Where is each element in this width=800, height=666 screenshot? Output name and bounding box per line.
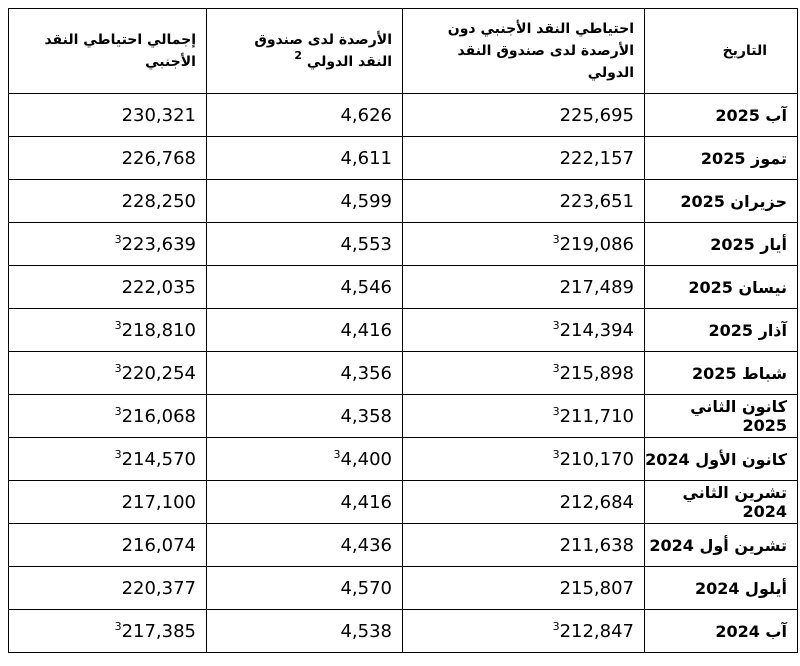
cell-total bbox=[9, 309, 207, 352]
header-total: إجمالي احتياطي النقد الأجنبي bbox=[9, 9, 207, 94]
cell-total-value: 223,639 bbox=[121, 233, 196, 255]
cell-imf bbox=[207, 438, 403, 481]
cell-total bbox=[9, 567, 207, 610]
header-imf-balances-label: الأرصدة لدى صندوق النقد الدولي bbox=[254, 32, 392, 70]
header-footnote-marker: 2 bbox=[294, 49, 303, 62]
cell-reserves-value: 222,157 bbox=[559, 147, 634, 169]
cell-reserves bbox=[403, 438, 645, 481]
cell-date: حزيران 2025 bbox=[645, 180, 798, 223]
cell-date: تموز 2025 bbox=[645, 137, 798, 180]
cell-imf bbox=[207, 524, 403, 567]
cell-reserves-value: 211,638 bbox=[559, 534, 634, 556]
cell-imf-value: 4,356 bbox=[340, 362, 392, 384]
cell-total bbox=[9, 481, 207, 524]
cell-imf-value: 4,436 bbox=[340, 534, 392, 556]
table-row bbox=[9, 94, 798, 137]
cell-reserves-value: 212,847 bbox=[559, 620, 634, 642]
cell-imf-value: 4,611 bbox=[340, 147, 392, 169]
cell-imf bbox=[207, 610, 403, 653]
cell-imf bbox=[207, 309, 403, 352]
cell-reserves bbox=[403, 309, 645, 352]
cell-total-value: 217,100 bbox=[121, 491, 196, 513]
cell-reserves bbox=[403, 266, 645, 309]
cell-imf-value: 4,416 bbox=[340, 491, 392, 513]
cell-reserves-value: 210,170 bbox=[559, 448, 634, 470]
table-row bbox=[9, 438, 798, 481]
cell-reserves-value: 217,489 bbox=[559, 276, 634, 298]
cell-reserves bbox=[403, 481, 645, 524]
cell-total bbox=[9, 266, 207, 309]
header-date: التاريخ bbox=[645, 9, 798, 94]
cell-reserves-value: 225,695 bbox=[559, 104, 634, 126]
header-reserves-excl-imf: احتياطي النقد الأجنبي دون الأرصدة لدى صندوق النقد الدولي bbox=[403, 9, 645, 94]
footnote-marker: 3 bbox=[552, 619, 560, 633]
cell-reserves bbox=[403, 180, 645, 223]
cell-date: تشرين أول 2024 bbox=[645, 524, 798, 567]
cell-imf-value: 4,546 bbox=[340, 276, 392, 298]
cell-reserves bbox=[403, 610, 645, 653]
footnote-marker: 3 bbox=[114, 619, 122, 633]
footnote-marker: 3 bbox=[552, 361, 560, 375]
cell-imf-value: 4,416 bbox=[340, 319, 392, 341]
cell-total-value: 228,250 bbox=[121, 190, 196, 212]
cell-total bbox=[9, 94, 207, 137]
cell-total-value: 220,377 bbox=[121, 577, 196, 599]
cell-reserves bbox=[403, 223, 645, 266]
cell-total bbox=[9, 395, 207, 438]
table-row bbox=[9, 309, 798, 352]
cell-total bbox=[9, 610, 207, 653]
footnote-marker: 3 bbox=[552, 447, 560, 461]
cell-date: كانون الثاني 2025 bbox=[645, 395, 798, 438]
table-row bbox=[9, 266, 798, 309]
footnote-marker: 3 bbox=[114, 318, 122, 332]
table-row bbox=[9, 180, 798, 223]
cell-total-value: 216,074 bbox=[121, 534, 196, 556]
footnote-marker: 3 bbox=[114, 232, 122, 246]
footnote-marker: 3 bbox=[552, 232, 560, 246]
reserves-table bbox=[8, 8, 798, 653]
cell-total-value: 218,810 bbox=[121, 319, 196, 341]
cell-imf-value: 4,553 bbox=[340, 233, 392, 255]
cell-date: آذار 2025 bbox=[645, 309, 798, 352]
cell-total bbox=[9, 223, 207, 266]
footnote-marker: 3 bbox=[552, 318, 560, 332]
footnote-marker: 3 bbox=[333, 447, 341, 461]
cell-reserves bbox=[403, 395, 645, 438]
cell-reserves bbox=[403, 524, 645, 567]
header-imf-balances bbox=[207, 9, 403, 94]
cell-reserves-value: 211,710 bbox=[559, 405, 634, 427]
cell-imf-value: 4,358 bbox=[340, 405, 392, 427]
cell-total bbox=[9, 438, 207, 481]
cell-reserves-value: 215,898 bbox=[559, 362, 634, 384]
cell-imf bbox=[207, 180, 403, 223]
table-row bbox=[9, 524, 798, 567]
cell-reserves-value: 214,394 bbox=[559, 319, 634, 341]
footnote-marker: 3 bbox=[114, 404, 122, 418]
cell-reserves bbox=[403, 567, 645, 610]
cell-imf bbox=[207, 94, 403, 137]
cell-total-value: 220,254 bbox=[121, 362, 196, 384]
cell-total-value: 230,321 bbox=[121, 104, 196, 126]
cell-date: نيسان 2025 bbox=[645, 266, 798, 309]
cell-reserves-value: 212,684 bbox=[559, 491, 634, 513]
cell-date: شباط 2025 bbox=[645, 352, 798, 395]
cell-imf bbox=[207, 223, 403, 266]
cell-total-value: 226,768 bbox=[121, 147, 196, 169]
table-body bbox=[9, 94, 798, 653]
cell-total bbox=[9, 524, 207, 567]
cell-imf bbox=[207, 137, 403, 180]
table-row bbox=[9, 481, 798, 524]
cell-total-value: 217,385 bbox=[121, 620, 196, 642]
cell-imf bbox=[207, 481, 403, 524]
cell-total-value: 222,035 bbox=[121, 276, 196, 298]
table-row bbox=[9, 223, 798, 266]
cell-date: أيار 2025 bbox=[645, 223, 798, 266]
footnote-marker: 3 bbox=[114, 361, 122, 375]
cell-reserves-value: 219,086 bbox=[559, 233, 634, 255]
cell-imf bbox=[207, 352, 403, 395]
cell-reserves bbox=[403, 94, 645, 137]
cell-total bbox=[9, 352, 207, 395]
cell-total bbox=[9, 137, 207, 180]
table-row bbox=[9, 137, 798, 180]
footnote-marker: 3 bbox=[552, 404, 560, 418]
cell-imf bbox=[207, 567, 403, 610]
table-row bbox=[9, 610, 798, 653]
cell-date: تشرين الثاني 2024 bbox=[645, 481, 798, 524]
cell-total-value: 216,068 bbox=[121, 405, 196, 427]
cell-imf-value: 4,570 bbox=[340, 577, 392, 599]
cell-date: آب 2024 bbox=[645, 610, 798, 653]
table-header-row bbox=[9, 9, 798, 94]
cell-date: كانون الأول 2024 bbox=[645, 438, 798, 481]
cell-date: أيلول 2024 bbox=[645, 567, 798, 610]
cell-date: آب 2025 bbox=[645, 94, 798, 137]
footnote-marker: 3 bbox=[114, 447, 122, 461]
cell-reserves-value: 223,651 bbox=[559, 190, 634, 212]
table-row bbox=[9, 352, 798, 395]
cell-imf bbox=[207, 266, 403, 309]
cell-reserves-value: 215,807 bbox=[559, 577, 634, 599]
cell-imf bbox=[207, 395, 403, 438]
cell-imf-value: 4,599 bbox=[340, 190, 392, 212]
cell-total bbox=[9, 180, 207, 223]
cell-imf-value: 4,538 bbox=[340, 620, 392, 642]
cell-imf-value: 4,626 bbox=[340, 104, 392, 126]
reserves-table-wrapper bbox=[8, 8, 798, 653]
cell-reserves bbox=[403, 352, 645, 395]
cell-total-value: 214,570 bbox=[121, 448, 196, 470]
cell-reserves bbox=[403, 137, 645, 180]
table-row bbox=[9, 395, 798, 438]
table-row bbox=[9, 567, 798, 610]
cell-imf-value: 4,400 bbox=[340, 448, 392, 470]
